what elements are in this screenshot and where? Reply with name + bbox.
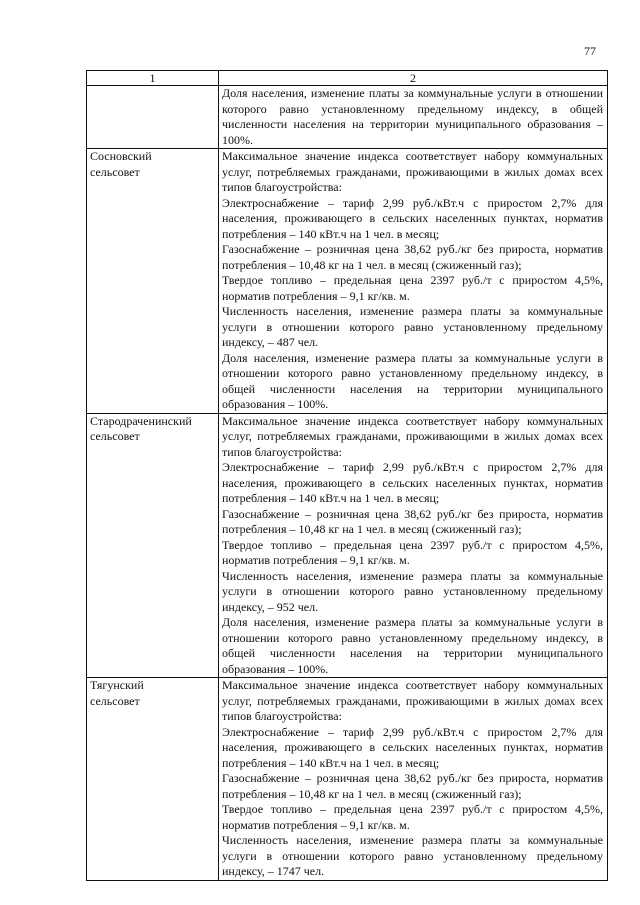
description-paragraph: Максимальное значение индекса соответствует набору коммунальных услуг, потребляемых гражданами, проживающими в жилых домах всех типов благоустройства: — [222, 149, 603, 194]
description-paragraph: Твердое топливо – предельная цена 2397 руб./т с приростом 4,5%, норматив потребления – 9,1 кг/кв. м. — [222, 537, 603, 567]
description-paragraph: Численность населения, изменение размера платы за коммунальные услуги в отношении которого равно установленному предельному индексу, – 1747 чел. — [222, 833, 603, 878]
description-paragraph: Максимальное значение индекса соответствует набору коммунальных услуг, потребляемых гражданами, проживающими в жилых домах всех типов благоустройства: — [222, 413, 603, 459]
description-cell — [219, 86, 608, 149]
description-paragraph: Электроснабжение – тариф 2,99 руб./кВт.ч с приростом 2,7% для населения, проживающего в сельских населенных пунктах, норматив потребления – 140 кВт.ч на 1 чел. в месяц; — [222, 460, 603, 505]
municipality-name: Сосновский сельсовет — [90, 149, 152, 179]
description-paragraph: Численность населения, изменение размера платы за коммунальные услуги в отношении которого равно установленному предельному индексу, – 952 чел. — [222, 568, 603, 614]
table-body — [87, 86, 608, 881]
description-cell — [219, 413, 608, 678]
municipality-name: Тягунский сельсовет — [90, 678, 144, 708]
municipality-name: Стародраченинский сельсовет — [90, 413, 192, 443]
description-paragraph: Газоснабжение – розничная цена 38,62 руб./кг без прироста, норматив потребления – 10,48 кг на 1 чел. в месяц (сжиженный газ); — [222, 771, 603, 801]
description-paragraph: Электроснабжение – тариф 2,99 руб./кВт.ч с приростом 2,7% для населения, проживающего в сельских населенных пунктах, норматив потребления – 140 кВт.ч на 1 чел. в месяц; — [222, 724, 603, 770]
description-cell — [219, 149, 608, 414]
table-row — [87, 678, 608, 881]
description-paragraph: Доля населения, изменение платы за коммунальные услуги в отношении которого равно установленному предельному индексу, в общей численности населения на территории муниципального образования – 100%. — [222, 86, 603, 147]
description-paragraph: Численность населения, изменение размера платы за коммунальные услуги в отношении которого равно установленному предельному индексу, – 487 чел. — [222, 304, 603, 349]
description-paragraph: Электроснабжение – тариф 2,99 руб./кВт.ч с приростом 2,7% для населения, проживающего в сельских населенных пунктах, норматив потребления – 140 кВт.ч на 1 чел. в месяц; — [222, 195, 603, 241]
municipality-cell — [87, 149, 219, 414]
table-row — [87, 413, 608, 678]
column-header-1: 1 — [87, 71, 219, 86]
description-cell — [219, 678, 608, 881]
table-row — [87, 149, 608, 414]
table-row — [87, 86, 608, 149]
municipality-cell — [87, 413, 219, 678]
description-paragraph: Твердое топливо – предельная цена 2397 руб./т с приростом 4,5%, норматив потребления – 9,1 кг/кв. м. — [222, 273, 603, 303]
description-paragraph: Газоснабжение – розничная цена 38,62 руб./кг без прироста, норматив потребления – 10,48 кг на 1 чел. в месяц (сжиженный газ); — [222, 242, 603, 272]
description-paragraph: Максимальное значение индекса соответствует набору коммунальных услуг, потребляемых гражданами, проживающими в жилых домах всех типов благоустройства: — [222, 678, 603, 723]
description-paragraph: Твердое топливо – предельная цена 2397 руб./т с приростом 4,5%, норматив потребления – 9,1 кг/кв. м. — [222, 802, 603, 832]
description-paragraph: Газоснабжение – розничная цена 38,62 руб./кг без прироста, норматив потребления – 10,48 кг на 1 чел. в месяц (сжиженный газ); — [222, 506, 603, 536]
description-paragraph: Доля населения, изменение размера платы за коммунальные услуги в отношении которого равно установленному предельному индексу, в общей численности населения на территории муниципального образования – 100%. — [222, 615, 603, 676]
description-paragraph: Доля населения, изменение размера платы за коммунальные услуги в отношении которого равно установленному предельному индексу, в общей численности населения на территории муниципального образования – 100%. — [222, 350, 603, 411]
municipality-cell — [87, 86, 219, 149]
table-header-row — [87, 71, 608, 86]
page-number: 77 — [584, 44, 596, 58]
tariff-table — [86, 70, 608, 881]
municipality-cell — [87, 678, 219, 881]
column-header-2: 2 — [219, 71, 608, 86]
